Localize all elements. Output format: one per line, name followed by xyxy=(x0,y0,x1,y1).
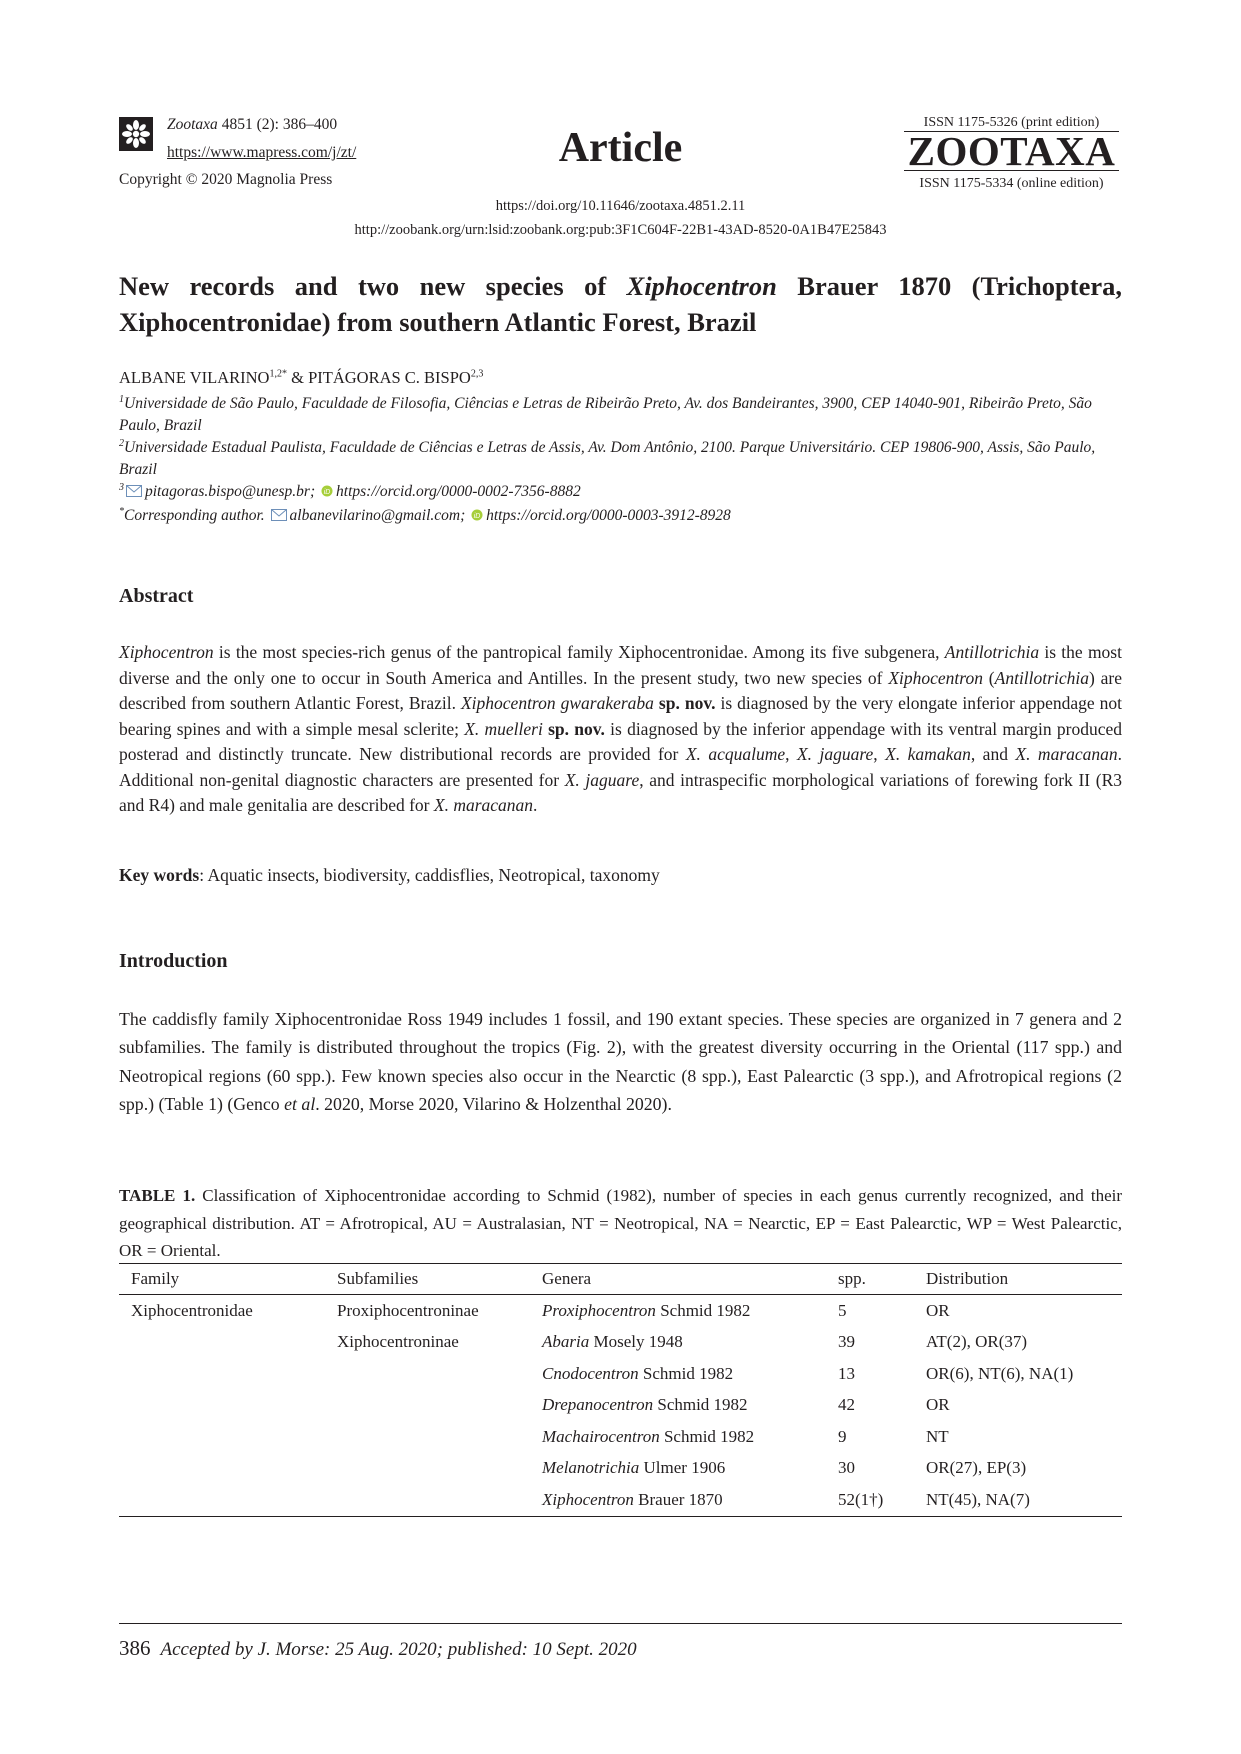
genus-author: Mosely 1948 xyxy=(589,1332,683,1352)
text-run: ) are described from southern Atlantic Forest, Brazil. xyxy=(119,667,1123,713)
genus-name: Xiphocentron xyxy=(542,1489,634,1509)
corresponding-author: *Corresponding author. albanevilarino@gmail.com; iD https://orcid.org/0000-0003-3912-8928 xyxy=(119,505,731,524)
text-run: , and intraspecific morphological variations of forewing fork II (R3 and R4) and male genitalia are described for xyxy=(119,769,1122,815)
table-row xyxy=(119,1421,1122,1453)
distribution-cell: OR(6), NT(6), NA(1) xyxy=(926,1363,1074,1383)
table-row xyxy=(119,1484,1122,1516)
table-row xyxy=(119,1358,1122,1390)
abstract-body xyxy=(119,640,1122,819)
zootaxa-brand-logo: ZOOTAXA xyxy=(904,131,1119,171)
orcid-link[interactable]: https://orcid.org/0000-0002-7356-8882 xyxy=(336,483,581,500)
species-count-cell: 5 xyxy=(838,1300,847,1320)
italic-term: Xiphocentron xyxy=(888,667,983,688)
family-cell xyxy=(119,1327,325,1359)
genus-cell xyxy=(530,1421,826,1453)
distribution-cell: NT xyxy=(926,1426,949,1446)
italic-term: X. jaguare xyxy=(796,744,874,764)
table-caption: TABLE 1. Classification of Xiphocentronidae according to Schmid (1982), number of species in each genus currently recognized, and their geographical distribution. AT = Afrotropical, AU = Australasian, NT = Neotropical, NA = Nearctic, EP = East Palearctic, WP = West Palearctic, OR = Oriental. xyxy=(119,1186,1122,1260)
text-run: is the most diverse and the only one to occur in South America and Antilles. In the present study, two new species of xyxy=(119,642,1122,688)
footer-divider xyxy=(119,1623,1122,1624)
genus-author: Schmid 1982 xyxy=(653,1395,748,1415)
genus-cell xyxy=(530,1358,826,1390)
table-row xyxy=(119,1327,1122,1359)
genus-cell xyxy=(530,1327,826,1359)
abstract-heading: Abstract xyxy=(119,585,194,607)
species-count-cell: 42 xyxy=(838,1395,855,1415)
family-cell xyxy=(119,1421,325,1453)
email-icon xyxy=(271,509,287,521)
italic-term: Antillotrichia xyxy=(944,642,1040,662)
genus-cell xyxy=(530,1453,826,1485)
genus-author: Schmid 1982 xyxy=(638,1363,734,1383)
genus-author: Schmid 1982 xyxy=(659,1426,755,1446)
text-run: . Additional non-genital diagnostic characters are presented for xyxy=(119,744,1123,790)
text-run: ( xyxy=(982,667,995,688)
genus-name: Drepanocentron xyxy=(542,1395,654,1415)
introduction-body xyxy=(119,1005,1122,1118)
bold-term: sp. nov. xyxy=(548,718,605,739)
species-count-cell: 30 xyxy=(838,1458,855,1478)
genus-cell xyxy=(530,1390,826,1422)
affiliation-2: $^2$Universidade Estadual Paulista, Faculdade de Ciências e Letras de Assis, Av. Dom Antônio, 2100. Parque Universitário. CEP 19806-900, Assis, São Paulo, Brazil xyxy=(119,437,1096,478)
acceptance-note: Accepted by J. Morse: 25 Aug. 2020; published: 10 Sept. 2020 xyxy=(160,1639,637,1660)
table-header-row xyxy=(119,1264,1122,1295)
family-cell xyxy=(119,1358,325,1390)
text-run: The caddisfly family Xiphocentronidae Ross 1949 includes 1 fossil, and 190 extant species. These species are organized in 7 genera and 2 subfamilies. The family is distributed throughout the tropics (Fig. 2), with the greatest diversity occurring in the Oriental (117 spp.) and Neotropical regions (60 spp.). Few known species also occur in the Nearctic (8 spp.), East Palearctic (3 spp.), and Afrotropical regions (2 spp.) (Table 1) (Genco xyxy=(119,1009,1122,1114)
text-run: , xyxy=(873,744,886,764)
text-run: . xyxy=(533,795,538,815)
italic-term: X. kamakan xyxy=(885,744,971,764)
subfamily-cell xyxy=(325,1390,530,1422)
article-title: New records and two new species of Xiphocentron Brauer 1870 (Trichoptera, Xiphocentronidae) from southern Atlantic Forest, Brazil xyxy=(119,271,1122,337)
family-cell xyxy=(119,1390,325,1422)
family-cell xyxy=(119,1453,325,1485)
journal-issue: 4851 (2): 386–400 xyxy=(217,116,338,133)
italic-term: et al xyxy=(284,1093,316,1114)
column-header: Distribution xyxy=(914,1264,1122,1295)
family-cell: Xiphocentronidae xyxy=(131,1300,253,1320)
title-genus: Xiphocentron xyxy=(626,271,777,301)
text-run: is the most species-rich genus of the pantropical family Xiphocentronidae. Among its five subgenera, xyxy=(213,642,945,662)
italic-term: Xiphocentron xyxy=(119,642,214,662)
italic-term: X. acqualume xyxy=(685,744,786,764)
genus-name: Melanotrichia xyxy=(542,1458,640,1478)
subfamily-cell xyxy=(325,1484,530,1516)
subfamily-cell: Xiphocentroninae xyxy=(337,1332,459,1352)
distribution-cell: OR(27), EP(3) xyxy=(926,1458,1027,1478)
issn-print: ISSN 1175-5326 (print edition) xyxy=(923,115,1100,130)
text-run: , and xyxy=(970,744,1016,764)
genus-author: Brauer 1870 xyxy=(633,1489,723,1509)
distribution-cell: OR xyxy=(926,1395,950,1415)
introduction-heading: Introduction xyxy=(119,950,228,972)
genus-name: Machairocentron xyxy=(542,1426,660,1446)
distribution-cell: OR xyxy=(926,1300,950,1320)
italic-term: Xiphocentron gwarakeraba xyxy=(460,693,654,713)
genus-cell xyxy=(530,1295,826,1327)
column-header: spp. xyxy=(826,1264,914,1295)
genus-author: Schmid 1982 xyxy=(655,1300,751,1320)
text-run: is diagnosed by the very elongate inferior appendage not bearing spines and with a simple mesal sclerite; xyxy=(119,693,1122,739)
subfamily-cell xyxy=(325,1358,530,1390)
text-run: , xyxy=(785,744,797,764)
affiliation-3-contact: $^3$ pitagoras.bispo@unesp.br; iD https://orcid.org/0000-0002-7356-8882 xyxy=(119,481,581,500)
genus-cell xyxy=(530,1484,826,1516)
svg-text:iD: iD xyxy=(323,489,331,496)
species-count-cell: 9 xyxy=(838,1426,847,1446)
italic-term: X. maracanan xyxy=(1015,744,1118,764)
copyright-notice: Copyright © 2020 Magnolia Press xyxy=(119,171,333,188)
bold-term: sp. nov. xyxy=(658,693,716,713)
column-header: Subfamilies xyxy=(325,1264,530,1295)
email-link[interactable]: albanevilarino@gmail.com; xyxy=(289,507,466,524)
distribution-cell: AT(2), OR(37) xyxy=(926,1332,1028,1352)
article-label: Article xyxy=(558,125,683,171)
species-count-cell: 13 xyxy=(838,1363,855,1383)
genus-author: Ulmer 1906 xyxy=(639,1458,726,1478)
table-row xyxy=(119,1390,1122,1422)
italic-term: X. maracanan xyxy=(433,795,534,815)
column-header: Family xyxy=(119,1264,325,1295)
keywords-line: Key words: Aquatic insects, biodiversity, caddisflies, Neotropical, taxonomy xyxy=(119,865,660,885)
doi-link[interactable]: https://doi.org/10.11646/zootaxa.4851.2.11 xyxy=(495,198,746,214)
page-footer xyxy=(119,1636,637,1661)
italic-term: X. muelleri xyxy=(464,718,543,739)
keywords-label: Key words xyxy=(119,865,200,885)
species-count-cell: 52(1†) xyxy=(826,1484,914,1516)
journal-name: Zootaxa xyxy=(167,116,218,133)
orcid-icon xyxy=(321,485,333,497)
table-row xyxy=(119,1453,1122,1485)
zoobank-link[interactable]: http://zoobank.org/urn:lsid:zoobank.org:pub:3F1C604F-22B1-43AD-8520-0A1B47E25843 xyxy=(354,222,887,238)
column-header: Genera xyxy=(530,1264,826,1295)
distribution-cell: NT(45), NA(7) xyxy=(914,1484,1122,1516)
table-row xyxy=(119,1295,1122,1327)
affiliation-1: $^1$Universidade de São Paulo, Faculdade de Filosofia, Ciências e Letras de Ribeirão Preto, Av. dos Bandeirantes, 3900, CEP 14040-901, Ribeirão Preto, São Paulo, Brazil xyxy=(119,393,1092,434)
author-name: PITÁGORAS C. BISPO xyxy=(308,368,471,387)
family-cell xyxy=(119,1484,325,1516)
genus-name: Cnodocentron xyxy=(542,1363,639,1383)
author-list: ALBANE $VILARINO^{1,2*}$ & PITÁGORAS C. BISPO$^{2,3}$ xyxy=(119,368,484,387)
author-name: ALBANE VILARINO xyxy=(119,368,270,387)
subfamily-cell xyxy=(325,1453,530,1485)
italic-term: X. jaguare xyxy=(564,769,640,790)
subfamily-cell: Proxiphocentroninae xyxy=(337,1300,479,1320)
subfamily-cell xyxy=(325,1421,530,1453)
italic-term: Antillotrichia xyxy=(994,667,1089,688)
species-count-cell: 39 xyxy=(838,1332,855,1352)
svg-text:iD: iD xyxy=(473,513,481,520)
classification-table xyxy=(119,1263,1122,1517)
issn-online: ISSN 1175-5334 (online edition) xyxy=(919,176,1104,191)
genus-name: Proxiphocentron xyxy=(542,1300,656,1320)
text-run: . 2020, Morse 2020, Vilarino & Holzenthal 2020). xyxy=(315,1093,672,1114)
page-number: 386 xyxy=(119,1636,151,1660)
email-link[interactable]: pitagoras.bispo@unesp.br; xyxy=(145,483,316,500)
journal-url-link[interactable]: https://www.mapress.com/j/zt/ xyxy=(167,144,357,161)
genus-name: Abaria xyxy=(542,1332,590,1352)
email-icon xyxy=(126,485,142,497)
text-run: is diagnosed by the inferior appendage with its ventral margin produced posterad and distinctly truncate. New distributional records are provided for xyxy=(119,718,1123,764)
orcid-icon xyxy=(471,509,483,521)
orcid-link[interactable]: https://orcid.org/0000-0003-3912-8928 xyxy=(486,507,731,524)
